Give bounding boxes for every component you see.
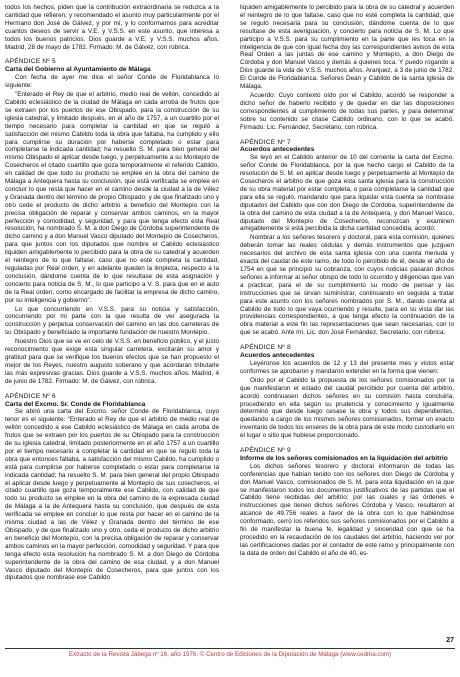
appendix-heading [5,393,219,409]
paragraph: Los dichos señores tesorero y doctoral informaron de todas las conferencias que habían tenido con los señores don Diego de Córdoba y don Manuel Vasco, comisionados de S. M. para esta liquidación en la que se manifestaron todos los documentos justificativos de las partidas que el Cabildo tiene recibidas del arbitrio; por las cuales y las órdenes e instrucciones que tienen dichos señores Córdoba y Vasco, resultaron al alcance de 49.756 reales a favor de la obra con lo que habiéndose conformado, cerró los referidos sus señores comisionados por el Cabildo a fin de manifestar la buena fe, legalidad y sinceridad con que se ha procedido en la recaudación de los caudales del arbitrio, haciendo ver por las certificaciones dadas por el contador de este ramo y principalmente con la data de orden del Cabildo el año de 40, es- [240,462,454,557]
paragraph: Con fecha de ayer me dice el señor Conde de Floridablanca lo siguiente: [5,74,219,90]
appendix-title: Carta del Excmo. Sr. Conde de Floridablanca [5,400,146,408]
right-column [240,4,454,640]
paragraph: liquiden amigablemente lo percibido para la obra de su catedral y acuerden el reintegro de lo que faltase, caso que no esté completa la cantidad, que se reguló necesaria para su conclusión, dándome cuenta de lo que resultase de esta averiguación, y concierto para noticia de S. M. Lo que participo a V.S.S. para su cumplimiento en la parte que les toca en la inteligencia de que con igual fecha doy las correspondientes avisos de esta Real Orden a las juntas de ese camino y Montepío, a don Diego de Córdoba y don Manuel Vasco y demás a quienes toca. Y puedo rogando a Dios guarde la vida de V.S.S. muchos años. Aranjuez, a 3 de junio de 1782. El Conde de Floridablanca. Señores Deán y Cabildo de la santa iglesia de Málaga. [240,4,454,91]
paragraph: Leyéronse los acuerdos de 12 y 13 del presente mes y vistos estar conformes se aprobaron y mandaron extender en la forma que vienen: [240,359,454,375]
paragraph: Se leyó en el Cabildo anterior de 10 del corriente la carta del Excmo. señor Conde de Floridablanca, por la que hecho cargo el Cabildo de la resolución de S. M. en aplicar desde luego y perpetuamente al Montepío de Cosecheros el arbitrio de que goza esta santa iglesia para la construcción de su obra material por estar completa, o para completarse la cantidad que para ella se reguló, mandando que para liquidar esta cuenta se nombrase diputados del Cabildo que con don Diego de Córdoba, superintendente de la obra del camino de esta ciudad a la de Antequera, y don Manuel Vasco, diputado del Montepío de Cosecheros, reconozcan y examinen amigablemente si está percibida la dicha cantidad concedida, acordó: [240,154,454,233]
paragraph: Nuestro Dios que se ve en celo de V.S.S. en beneficio público, y el justo reconocimiento que exige esta singular carretera, excitarán su amor y gratitud para que se verifique los buenos efectos que se han propuesto el mejor de los Reyes, nuestro augusto soberano y que acordarán tributarle las más expresivas gracias. Dios guarde a V.S.S. muchos años. Madrid, 4 de junio de 1782. Firmado: M. de Gálvez, con rúbrica. [5,338,219,385]
page-number: 27 [446,637,454,644]
footer-rule [5,648,455,649]
footer-credit: Extracto de la Revista Jábega nº 16, año 1976. © Centro de Ediciones de la Diputación de Málaga (www.cedma.com) [68,651,392,658]
paragraph: Oído por el Cabildo la propuesta de los señores comisionados por la que manifestaron el estado del caudal percibido por cuenta del arbitrio, acordó continuasen dichos señores en su comisión hasta concluirla, procediendo en ella según su prudencia y conocimiento y igualmente determinó que desde luego cesase la obra y todos sus dependientes, quedando a cargo de los mismos señores comisionados, formar un exacto inventario de todos los enseres de la obra para de este modo custodiarlo en el lugar o sitio que hubiese proporcionado. [240,376,454,440]
appendix-heading [240,344,454,360]
paragraph: Nombrar a los señores tesorero y doctoral, para esta comisión, quienes deberán tomar las reales cédulas y demás instrumentos que juzguen necesarios del archivo de esta santa iglesia con una cuenta menuda y exacta del caudal de este ramo, de todo lo percibido de él, desde el año de 1754 en que se principió su cobranza, con cuyos noticias pasarán dichos señores a informar al señor obispo de todo lo ocurrido y diligencias que van a practicar, para el de su cumplimiento su modo de pensar y las instrucciones que se sirvan suministrar, continuando en seguida a tratar para este asunto con los señores nombrados por S. M., dando cuenta al Cabildo de todo lo que vaya ocurriendo y resulte, para en su vista dar las providencias correspondientes, a que tenga efecto la continuación de la obra material a este fin las representaciones que sean necesarias, con lo que se acabó. Ante mí, Lic. don José Fernández, Secretario, con rúbrica. [240,234,454,337]
paragraph: Acuerdo: Cuyo contexto oído por el Cabildo, acordó se responder a dicho señor de haberlo recibido y de quedar en dar las disposiciones correspondientes al cumplimiento de todas sus partes, y para determinar sobre su contenido se citase Cabildo ordinario, con lo que se acabó. Firmado: Lic. Fernández, Secretario, con rúbrica. [240,91,454,131]
appendix-title: Acuerdos antecedentes [240,146,315,154]
paragraph: todos los hechos, piden que la contribución extraordinaria se reduzca a la cantidad que refieren; y recomendado el asunto muy particularmente por el Hermano don José de Gálvez, y por mí, y lo conformamos para acreditar cuantos deseos de servir a V.E. y V.S.S. en este asunto, que interesa a todos los buenos patricios. Dios guarde a V.E. y V.S.S. muchos años. Madrid, 28 de mayo de 1782. Firmado: M. de Gálvez, con rúbrica. [5,4,219,51]
paragraph: Se abrió una carta del Excmo. señor Conde de Floridablanca, cuyo tenor es el siguiente: "Enterado el Rey de que el arbitrio de medio real de vellón concedido a ese Cabildo eclesiástico de Málaga en cada arroba de frutos que se extraen por los puertos de su Obispado para la construcción de su iglesia catedral, limitado posteriormente en el año 1757 a un cuartillo por el tiempo necesario a completar la cantidad en que se reguló toda la obra que entonces faltaba, a satisfacción del mismo Cabildo, ha cumplido o está para cumplirse por haberse completado o estar para completarse la indicada cantidad; ha resuelto S. M. para bien general del propio Obispado el aplicar desde luego y perpetuamente al Montepío de sus cosecheros, el citado cuartillo que goza temporalmente ese Cabildo, con calidad de que todo su producto se emplee en la obra del camino de la expresada ciudad de Málaga a la de Antequera hasta su conclusión, que después de esta verificada se emplee en concluir lo que resta por hacer en el camino de la misma ciudad a las de Vélez y Granada dentro del término de ese Obispado, y de que finalizado uno y otro, ceda el producto de dicho arbitrio en beneficio del Montepío, con la precisa obligación de reparar y conservar ambos caminos en la mayor perfección, comodidad y seguridad. Y para que tenga efecto esta resolución ha nombrado S. M. a don Diego de Córdoba superintendente de la obra del camino de esa ciudad, y a don Manuel Vasco diputado del Montepío de Cosecheros, para que juntos con los diputados que nombrase ese Cabildo [5,408,219,582]
appendix-title: Informe de los señores comisionados en la liquidación del arbitrio [240,454,448,462]
appendix-number: APÉNDICE Nº 8 [240,344,291,352]
appendix-number: APÉNDICE Nº 9 [240,447,291,455]
appendix-number: APÉNDICE Nº 6 [5,392,56,400]
appendix-heading [5,58,219,74]
appendix-heading [240,447,454,463]
appendix-number: APÉNDICE Nº 5 [5,58,56,66]
left-column [5,4,219,640]
appendix-title: Acuerdos antecedentes [240,352,315,360]
paragraph: "Enterado el Rey de que el arbitrio, medio real de vellón, concedido al Cabildo eclesiástico de la ciudad de Málaga en cada arroba de frutos que se extraen por los puertos de ese Obispado, para la construcción de su iglesia catedral, y limitado después, en el año de 1757, a un cuartillo por el tiempo necesario para completar la cantidad en que se reguló a satisfacción del mismo Cabildo toda la obra que faltaba, ha cumplido y ello para cumplirse su duración por haberse completado o estar para completarse la indicada cantidad; ha resuelto S. M. para bien general del mismo Obispado el aplicar desde luego, y perpetuamente a su Montepío de Cosecheros el citado cuartillo que goza temporalmente el referido Cabildo, en calidad de que todo su producto se emplee en la obra del camino de Málaga a Antequera hasta su conclusión, que está verificada se emplee en concluir lo que resta que hacer en el camino desde la ciudad a la de Vélez y Granada dentro del término de propio Obispado; y de que finalizado uno y otro cede el producto de dicho arbitrio a beneficio del Montepío con la precisa obligación de reparar y conservar ambos caminos, en la mayor perfección y comodidad, y seguridad, y para que tenga efecto esta Real resolución, ha nombrado S. M. a don Diego de Córdoba superintendente de dicho camino y a don Manuel Vasco diputado del Montepío de Cosecheros, para que juntos con los diputados que nombre el Cabildo eclesiástico liquiden amigablemente lo percibido para la obra de su catedral y acuerden el reintegro de lo que faltase, caso que no esté completa la cantidad, reguladas por Real orden, y en adelante queden la limpieza, respecto a la conclusión, dándome cuenta de lo que resultase de esta asignación y concierto para noticia de S. M., lo que participo a V. S. para que en el auto de la Real orden, como encargado de facilitar la empresa de dicho camino, por su inteligencia y gobierno". [5,91,219,304]
appendix-title: Carta del Gobierno al Ayuntamiento de Málaga [5,66,151,74]
appendix-number: APÉNDICE Nº 7 [240,138,291,146]
appendix-heading [240,139,454,155]
paragraph: Lo que concurriendo en V.S.S. para su noticia y satisfacción, concurriendo por mi parte con la que resulta de ver asegurada la construcción y perpetua conservación del camino en las dos carreteras de su Obispado y beneficiado la importante fundación de nuestro Montepío. [5,305,219,337]
